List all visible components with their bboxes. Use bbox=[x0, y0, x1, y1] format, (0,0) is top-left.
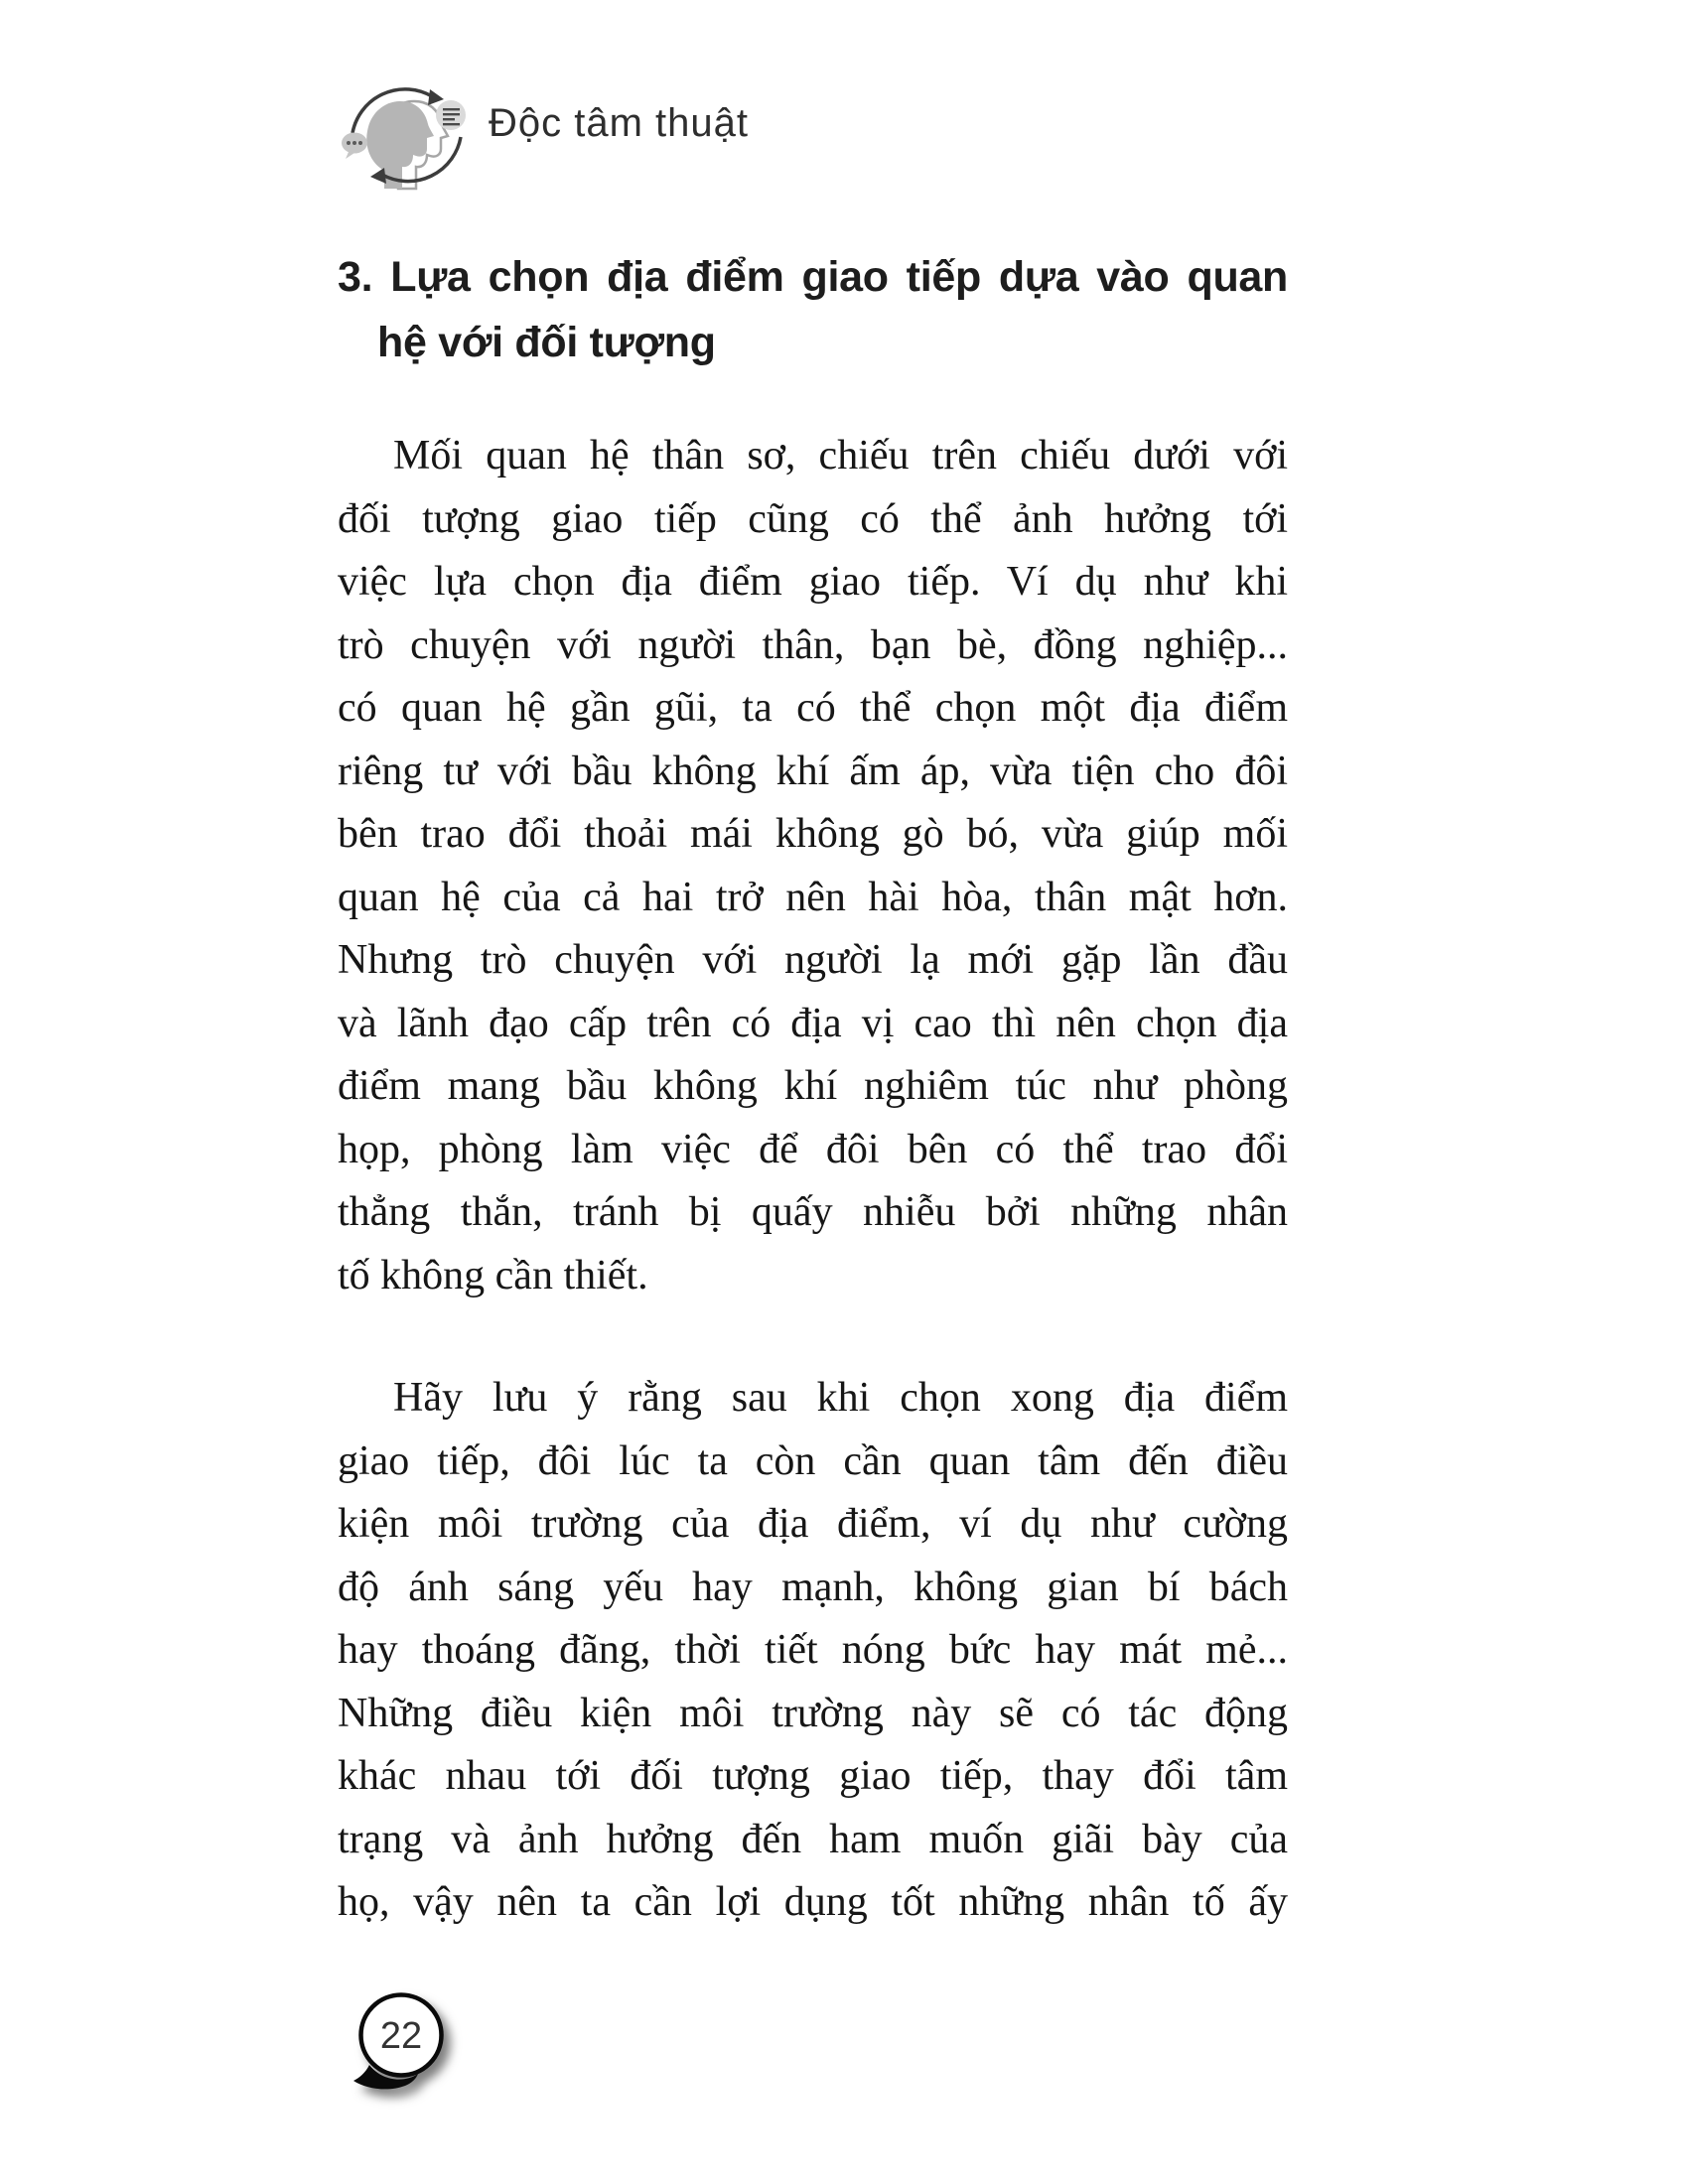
text-line: điểm mang bầu không khí nghiêm túc như phòng bbox=[338, 1063, 1288, 1109]
text-line: Mối quan hệ thân sơ, chiếu trên chiếu dưới với bbox=[393, 433, 1288, 478]
text-line: trạng và ảnh hưởng đến ham muốn giãi bày của bbox=[338, 1816, 1288, 1862]
text-line: có quan hệ gần gũi, ta có thể chọn một địa điểm bbox=[338, 685, 1288, 731]
dot bbox=[358, 141, 362, 145]
book-title: Độc tâm thuật bbox=[489, 101, 750, 145]
arrowhead-icon bbox=[370, 168, 386, 184]
text-line: Những điều kiện môi trường này sẽ có tác động bbox=[338, 1690, 1288, 1736]
bubble-line bbox=[443, 123, 460, 125]
text-line: và lãnh đạo cấp trên có địa vị cao thì nên chọn địa bbox=[338, 1000, 1288, 1046]
mind-reading-logo-icon bbox=[341, 75, 472, 193]
text-line: thẳng thắn, tránh bị quấy nhiễu bởi những nhân bbox=[338, 1189, 1288, 1235]
text-line: hay thoáng đãng, thời tiết nóng bức hay mát mẻ... bbox=[338, 1627, 1288, 1673]
text-line: bên trao đổi thoải mái không gò bó, vừa giúp mối bbox=[338, 811, 1288, 857]
text-line: kiện môi trường của địa điểm, ví dụ như cường bbox=[338, 1501, 1288, 1547]
page-header bbox=[0, 0, 1688, 218]
text-line: riêng tư với bầu không khí ấm áp, vừa tiện cho đôi bbox=[338, 748, 1288, 794]
text-line: khác nhau tới đối tượng giao tiếp, thay đổi tâm bbox=[338, 1753, 1288, 1799]
bubble-line bbox=[443, 108, 460, 110]
dot bbox=[347, 141, 351, 145]
text-line: đối tượng giao tiếp cũng có thể ảnh hưởng tới bbox=[338, 495, 1288, 542]
body-paragraph bbox=[338, 1367, 1288, 1935]
bubble-tail bbox=[346, 152, 354, 159]
text-line: Nhưng trò chuyện với người lạ mới gặp lần đầu bbox=[338, 937, 1288, 983]
bubble-line bbox=[443, 118, 455, 120]
text-line: Hãy lưu ý rằng sau khi chọn xong địa điểm bbox=[393, 1375, 1288, 1421]
dot bbox=[352, 141, 356, 145]
section-heading-line-2: hệ với đối tượng bbox=[377, 319, 716, 366]
text-line: họp, phòng làm việc để đôi bên có thể trao đổi bbox=[338, 1126, 1288, 1172]
section-heading-line-1: 3. Lựa chọn địa điểm giao tiếp dựa vào quan bbox=[338, 253, 1288, 301]
bubble-line bbox=[443, 113, 460, 115]
body-paragraph bbox=[338, 425, 1288, 1307]
page-number: 22 bbox=[379, 2015, 423, 2057]
section-heading bbox=[338, 244, 1288, 375]
text-line: việc lựa chọn địa điểm giao tiếp. Ví dụ như khi bbox=[338, 559, 1288, 605]
page-number-bubble bbox=[350, 1989, 459, 2099]
text-line: quan hệ của cả hai trở nên hài hòa, thân mật hơn. bbox=[338, 874, 1288, 920]
text-line: giao tiếp, đôi lúc ta còn cần quan tâm đến điều bbox=[338, 1437, 1288, 1484]
page-body bbox=[338, 425, 1288, 1935]
text-line: họ, vậy nên ta cần lợi dụng tốt những nhân tố ấy bbox=[338, 1879, 1288, 1925]
text-line: trò chuyện với người thân, bạn bè, đồng nghiệp... bbox=[338, 621, 1288, 668]
arrowhead-icon bbox=[428, 89, 444, 105]
text-line: độ ánh sáng yếu hay mạnh, không gian bí bách bbox=[338, 1564, 1288, 1610]
text-line: tố không cần thiết. bbox=[338, 1252, 648, 1298]
